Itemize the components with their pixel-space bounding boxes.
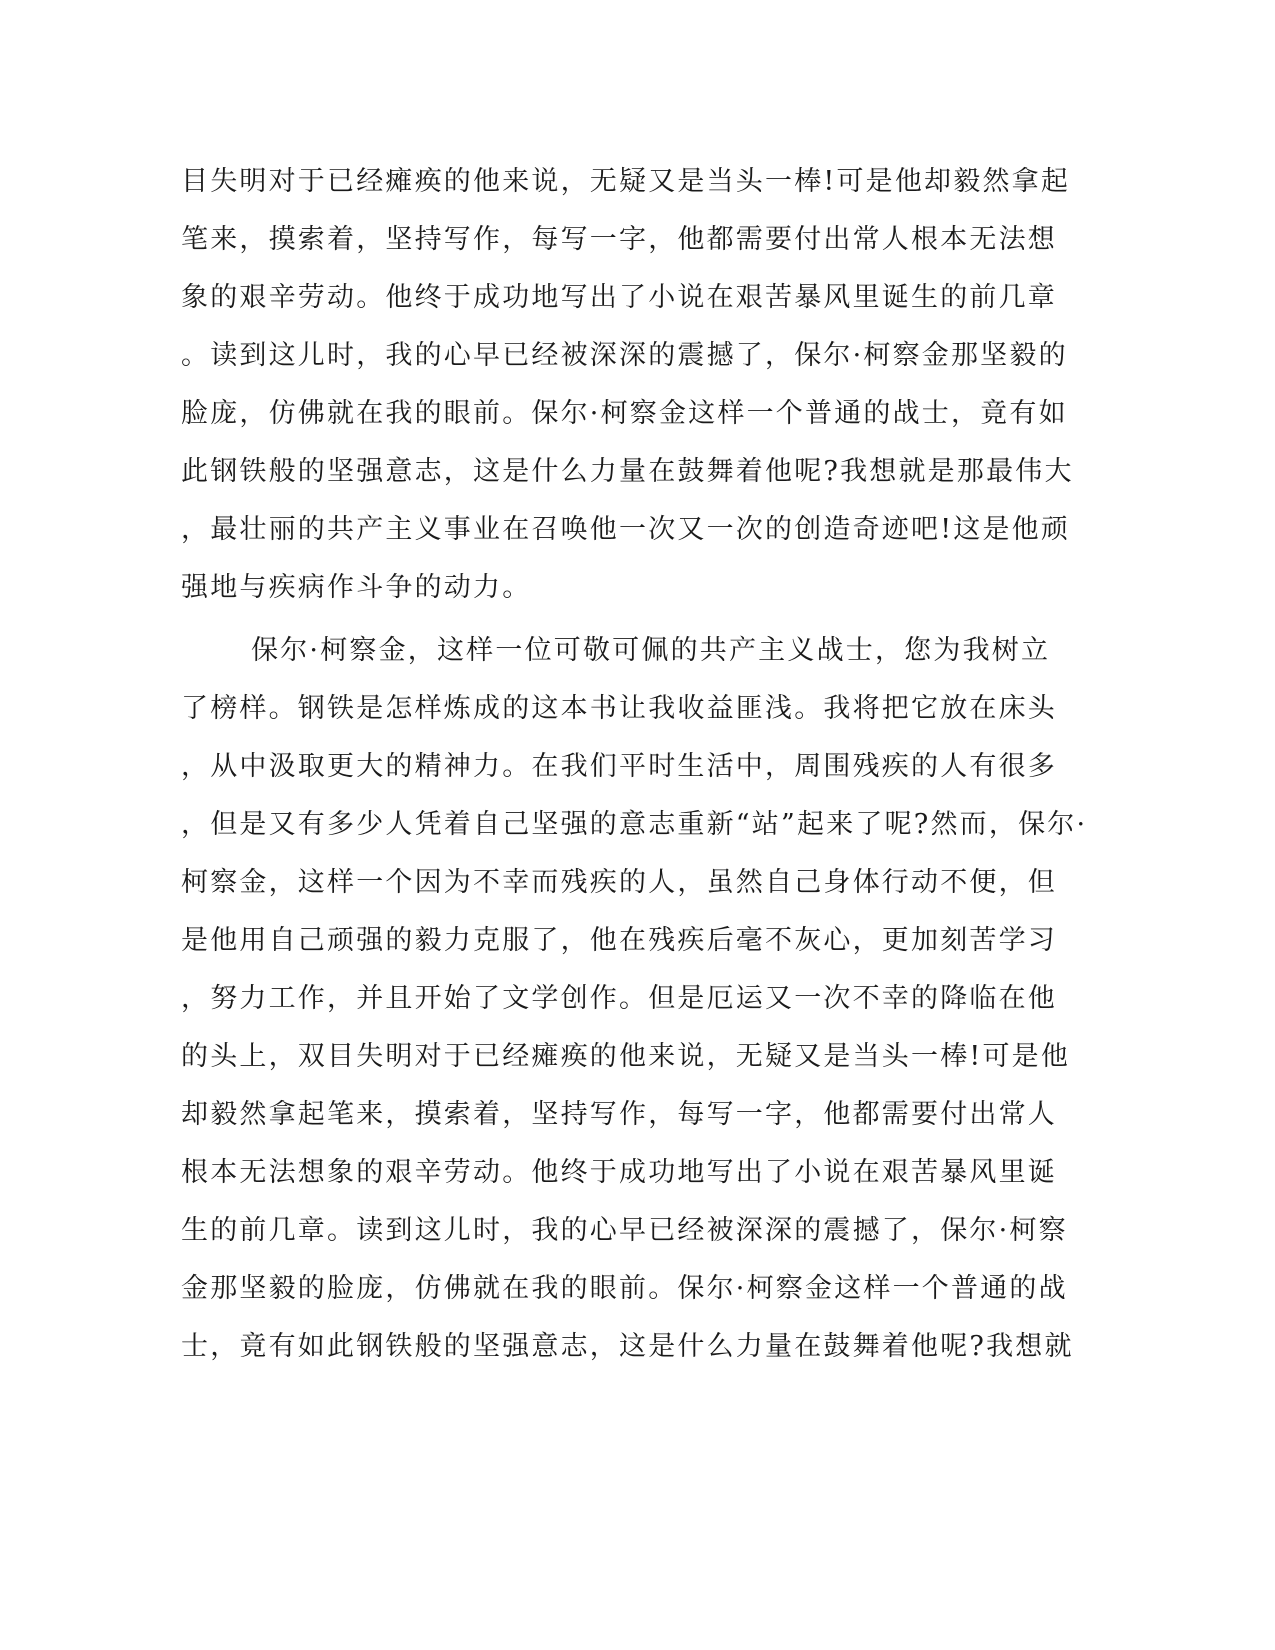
text-line: 士，竟有如此钢铁般的坚强意志，这是什么力量在鼓舞着他呢?我想就	[181, 1331, 1074, 1362]
text-line: 此钢铁般的坚强意志，这是什么力量在鼓舞着他呢?我想就是那最伟大	[181, 456, 1074, 487]
text-line: 笔来，摸索着，坚持写作，每写一字，他都需要付出常人根本无法想	[181, 224, 1057, 255]
text-line: ，最壮丽的共产主义事业在召唤他一次又一次的创造奇迹吧!这是他顽	[181, 514, 1071, 545]
text-line: 象的艰辛劳动。他终于成功地写出了小说在艰苦暴风里诞生的前几章	[181, 282, 1057, 313]
text-line: 金那坚毅的脸庞，仿佛就在我的眼前。保尔·柯察金这样一个普通的战	[181, 1273, 1068, 1304]
paragraph-start-line: 保尔·柯察金，这样一位可敬可佩的共产主义战士，您为我树立	[251, 635, 1051, 666]
text-line: ，从中汲取更大的精神力。在我们平时生活中，周围残疾的人有很多	[181, 751, 1057, 782]
text-line: 强地与疾病作斗争的动力。	[181, 572, 532, 603]
text-line: 目失明对于已经瘫痪的他来说，无疑又是当头一棒!可是他却毅然拿起	[181, 166, 1071, 197]
text-line: ，努力工作，并且开始了文学创作。但是厄运又一次不幸的降临在他	[181, 983, 1057, 1014]
text-line: 却毅然拿起笔来，摸索着，坚持写作，每写一字，他都需要付出常人	[181, 1099, 1057, 1130]
text-line: ，但是又有多少人凭着自己坚强的意志重新“站”起来了呢?然而，保尔·	[181, 809, 1088, 840]
text-line: 。读到这儿时，我的心早已经被深深的震撼了，保尔·柯察金那坚毅的	[181, 340, 1068, 371]
text-line: 的头上，双目失明对于已经瘫痪的他来说，无疑又是当头一棒!可是他	[181, 1041, 1071, 1072]
text-line: 生的前几章。读到这儿时，我的心早已经被深深的震撼了，保尔·柯察	[181, 1215, 1068, 1246]
text-line: 脸庞，仿佛就在我的眼前。保尔·柯察金这样一个普通的战士，竟有如	[181, 398, 1068, 429]
text-line: 柯察金，这样一个因为不幸而残疾的人，虽然自己身体行动不便，但	[181, 867, 1057, 898]
text-line: 了榜样。钢铁是怎样炼成的这本书让我收益匪浅。我将把它放在床头	[181, 693, 1057, 724]
text-line: 是他用自己顽强的毅力克服了，他在残疾后毫不灰心，更加刻苦学习	[181, 925, 1057, 956]
text-line: 根本无法想象的艰辛劳动。他终于成功地写出了小说在艰苦暴风里诞	[181, 1157, 1057, 1188]
